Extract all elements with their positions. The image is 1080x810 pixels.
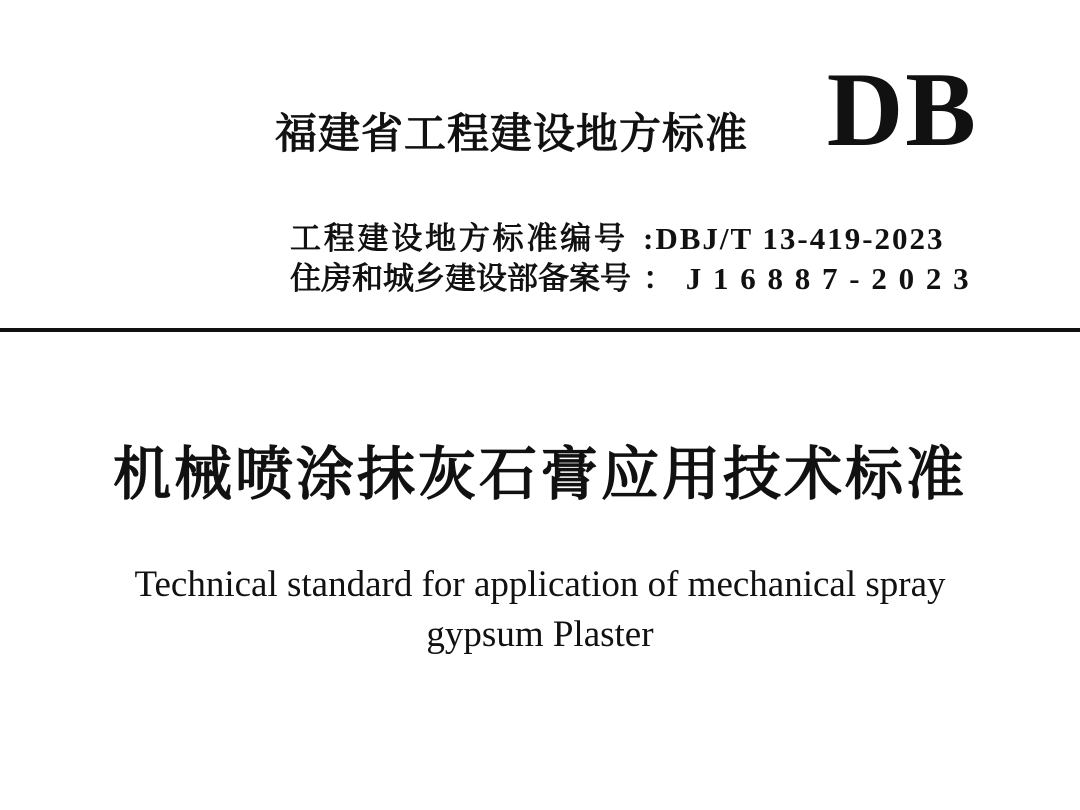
standard-number-label: 工程建设地方标准编号 [290, 221, 625, 256]
document-title-en-line1: Technical standard for application of mechanical spray [134, 564, 946, 605]
standard-category-label: 福建省工程建设地方标准 [275, 110, 749, 157]
divider-rule [0, 328, 1080, 332]
standard-number-line [290, 213, 971, 256]
standard-numbers [290, 213, 971, 296]
document-title-en-line2: gypsum Plaster [426, 614, 654, 655]
document-title-en [0, 560, 1080, 660]
standard-number-value: :DBJ/T 13-419-2023 [643, 221, 945, 256]
record-number-label: 住房和城乡建设部备案号 [290, 261, 631, 296]
db-mark: DB [826, 51, 978, 168]
record-number-value: ： J 1 6 8 8 7 - 2 0 2 3 [643, 261, 971, 296]
document-title-zh: 机械喷涂抹灰石膏应用技术标准 [112, 442, 967, 507]
record-number-line [290, 253, 971, 296]
